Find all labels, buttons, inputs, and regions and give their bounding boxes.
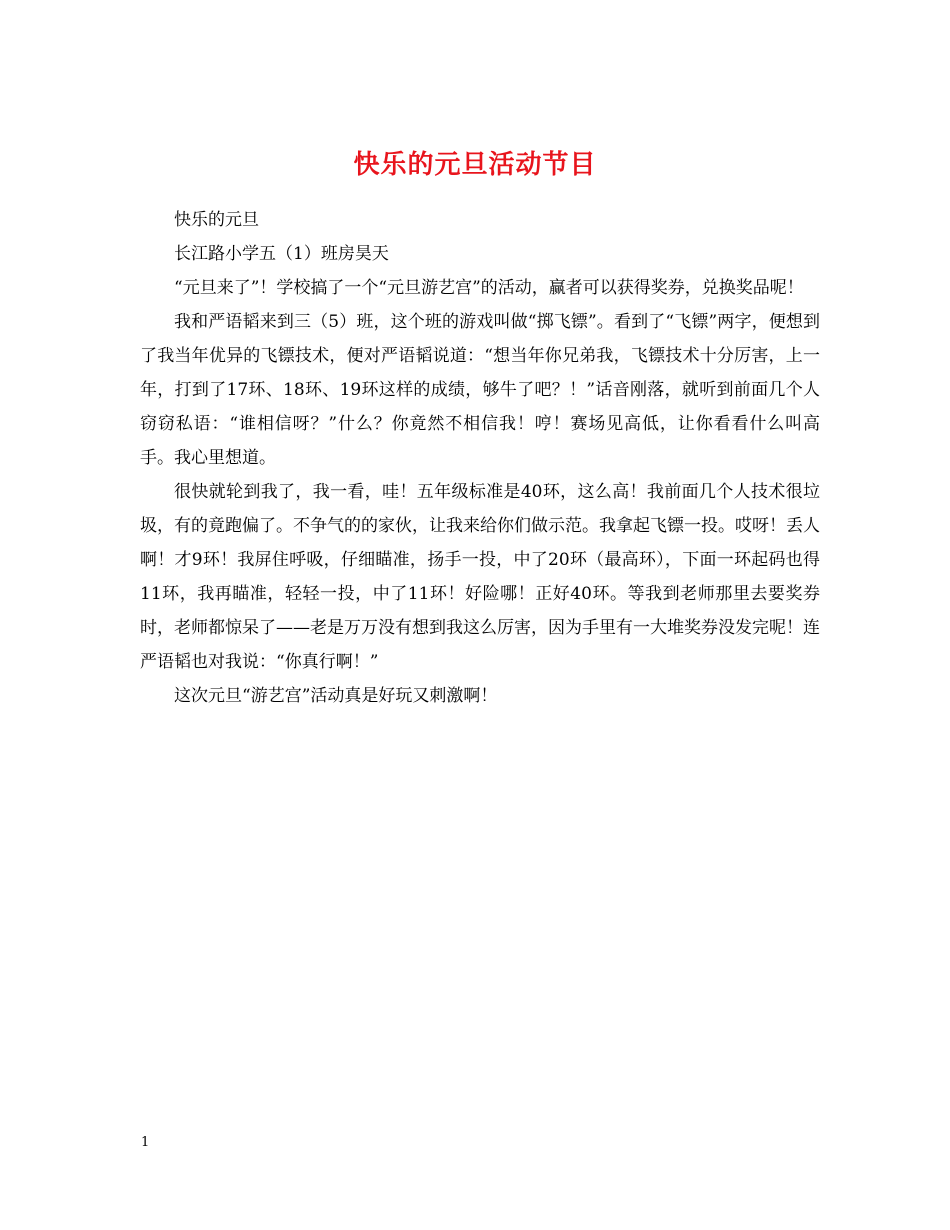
paragraph: 很快就轮到我了，我一看，哇！五年级标准是40环，这么高！我前面几个人技术很垃圾，有的竟跑偏了。不争气的的家伙，让我来给你们做示范。我拿起飞镖一投。哎呀！丢人啊！才9环！我屏住呼吸，仔细瞄准，扬手一投，中了20环（最高环），下面一环起码也得11环，我再瞄准，轻轻一投，中了11环！好险哪！正好40环。等我到老师那里去要奖券时，老师都惊呆了——老是万万没有想到我这么厉害，因为手里有一大堆奖券没发完呢！连严语韬也对我说：“你真行啊！” bbox=[140, 482, 820, 672]
paragraph: “元旦来了”！学校搞了一个“元旦游艺宫”的活动，赢者可以获得奖券，兑换奖品呢！ bbox=[174, 278, 804, 298]
author-line: 长江路小学五（1）班房昊天 bbox=[174, 244, 389, 264]
paragraph: 我和严语韬来到三（5）班，这个班的游戏叫做“掷飞镖”。看到了“飞镖”两字，便想到了我当年优异的飞镖技术，便对严语韬说道：“想当年你兄弟我，飞镖技术十分厉害，上一年，打到了17环、18环、19环这样的成绩，够牛了吧？！”话音刚落，就听到前面几个人窃窃私语：“谁相信呀？”什么？你竟然不相信我！哼！赛场见高低，让你看看什么叫高手。我心里想道。 bbox=[140, 312, 820, 468]
page-number: 1 bbox=[141, 1135, 150, 1150]
document-title: 快乐的元旦活动节目 bbox=[353, 150, 597, 181]
document-body bbox=[140, 203, 820, 713]
subtitle: 快乐的元旦 bbox=[174, 210, 259, 230]
paragraph: 这次元旦“游艺宫”活动真是好玩又刺激啊！ bbox=[174, 686, 498, 706]
